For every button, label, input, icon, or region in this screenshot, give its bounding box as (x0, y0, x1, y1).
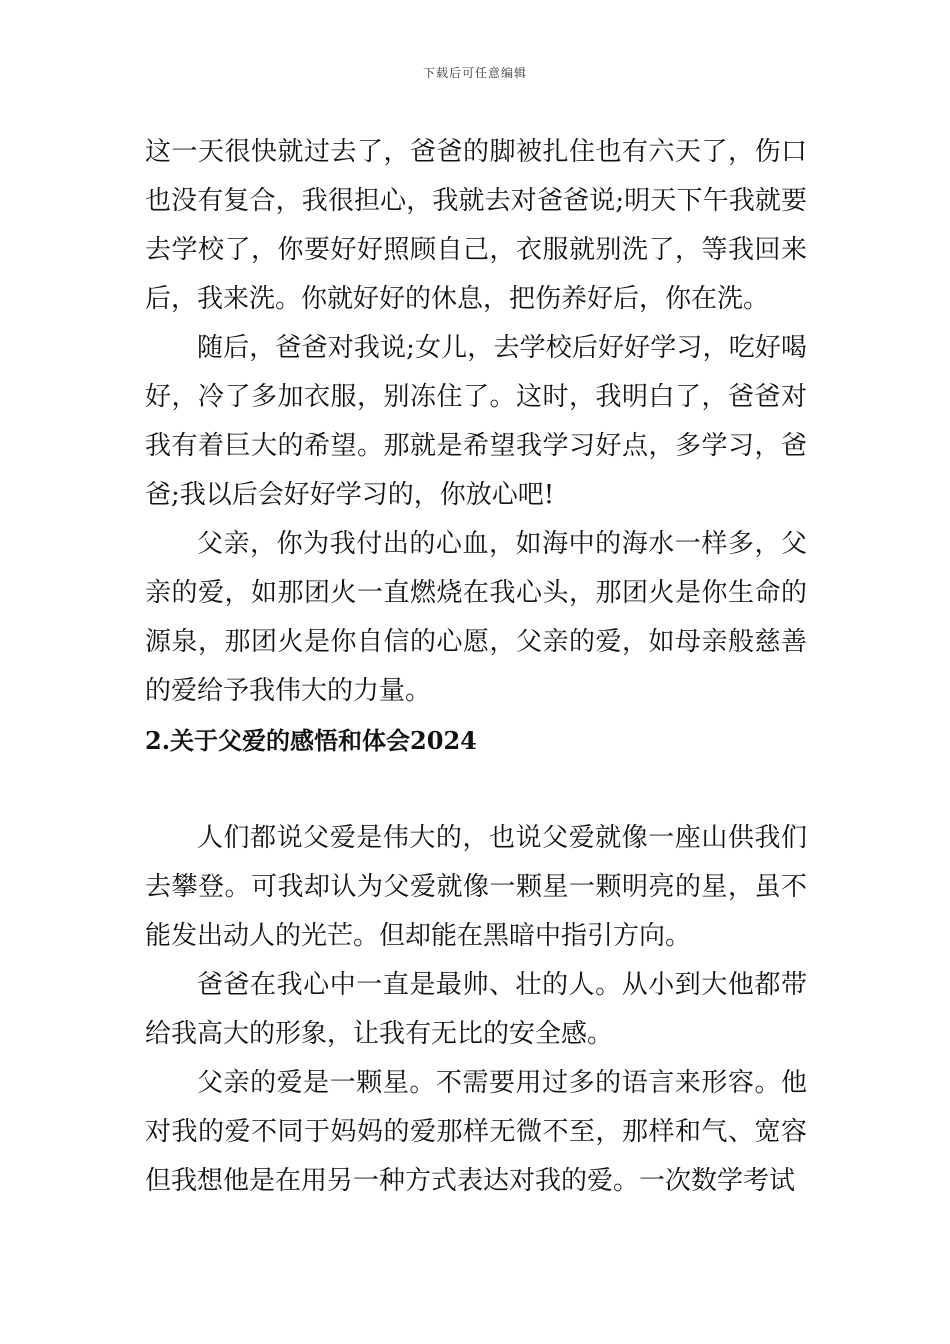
paragraph-continuation: 这一天很快就过去了，爸爸的脚被扎住也有六天了，伤口也没有复合，我很担心，我就去对爸爸说;明天下午我就要去学校了，你要好好照顾自己，衣服就别洗了，等我回来后，我来洗。你就好好的休息，把伤养好后，你在洗。 (145, 137, 807, 314)
paragraph: 爸爸在我心中一直是最帅、壮的人。从小到大他都带给我高大的形象，让我有无比的安全感。 (145, 970, 807, 1049)
blank-line (145, 765, 807, 814)
paragraph: 随后，爸爸对我说;女儿，去学校后好好学习，吃好喝好，冷了多加衣服，别冻住了。这时，我明白了，爸爸对我有着巨大的希望。那就是希望我学习好点，多学习，爸爸;我以后会好好学习的，你放心吧! (145, 333, 807, 510)
paragraph: 父亲，你为我付出的心血，如海中的海水一样多，父亲的爱，如那团火一直燃烧在我心头，那团火是你生命的源泉，那团火是你自信的心愿，父亲的爱，如母亲般慈善的爱给予我伟大的力量。 (145, 529, 807, 706)
header-note: 下载后可任意编辑 (422, 66, 527, 80)
section-heading: 2.关于父爱的感悟和体会2024 (145, 726, 477, 755)
document-body (145, 128, 807, 1206)
paragraph: 父亲的爱是一颗星。不需要用过多的语言来形容。他对我的爱不同于妈妈的爱那样无微不至，那样和气、宽容但我想他是在用另一种方式表达对我的爱。一次数学考试 (145, 1068, 807, 1196)
paragraph: 人们都说父爱是伟大的，也说父爱就像一座山供我们去攀登。可我却认为父爱就像一颗星一颗明亮的星，虽不能发出动人的光芒。但却能在黑暗中指引方向。 (145, 823, 807, 951)
